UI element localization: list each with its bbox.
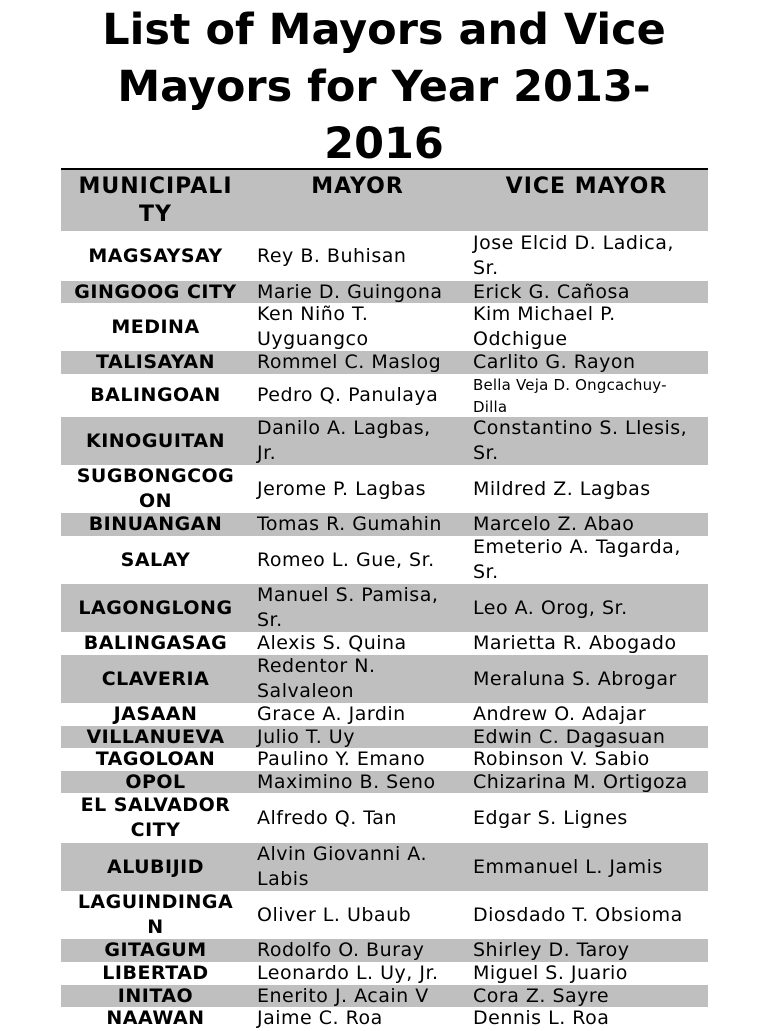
municipality-cell-line: GINGOOG CITY bbox=[74, 280, 237, 303]
municipality-cell-line: GITAGUM bbox=[104, 939, 207, 961]
municipality-cell-line: LIBERTAD bbox=[102, 962, 209, 984]
municipality-cell-line: BINUANGAN bbox=[88, 513, 223, 535]
municipality-cell bbox=[61, 655, 250, 703]
mayor-cell bbox=[250, 584, 465, 632]
mayor-cell-line: Leonardo L. Uy, Jr. bbox=[257, 962, 439, 984]
mayor-cell-line: Marie D. Guingona bbox=[257, 280, 443, 303]
municipality-cell-line: TALISAYAN bbox=[96, 351, 215, 373]
municipality-cell-line: KINOGUITAN bbox=[85, 429, 226, 452]
column-header-municipality-line2: TY bbox=[139, 202, 172, 227]
table-row bbox=[61, 281, 708, 303]
vice-mayor-cell-line: Miguel S. Juario bbox=[473, 962, 628, 984]
vice-mayor-cell-line: Emeterio A. Tagarda, bbox=[473, 536, 681, 558]
vice-mayor-cell-line: Chizarina M. Ortigoza bbox=[473, 770, 688, 793]
vice-mayor-cell-line: Marietta R. Abogado bbox=[473, 632, 677, 654]
municipality-cell bbox=[61, 939, 250, 962]
municipality-cell bbox=[61, 632, 250, 655]
municipality-cell-line: LAGUINDINGA bbox=[77, 891, 234, 913]
vice-mayor-cell-line: Cora Z. Sayre bbox=[473, 984, 610, 1007]
mayor-cell bbox=[250, 771, 465, 793]
title-line-2: Mayors for Year 2013- bbox=[117, 62, 651, 112]
mayor-cell-line: Rommel C. Maslog bbox=[257, 351, 442, 373]
municipality-cell bbox=[61, 513, 250, 536]
municipality-cell-line: EL SALVADOR bbox=[80, 794, 231, 816]
vice-mayor-cell bbox=[465, 513, 708, 536]
municipality-cell bbox=[61, 962, 250, 985]
table-row bbox=[61, 465, 708, 513]
municipality-cell bbox=[61, 374, 250, 417]
page-title bbox=[0, 2, 768, 173]
mayors-table bbox=[61, 168, 708, 1030]
vice-mayor-cell-line: Robinson V. Sabio bbox=[473, 748, 650, 770]
vice-mayor-cell bbox=[465, 351, 708, 374]
mayor-cell-line: Salvaleon bbox=[257, 680, 355, 702]
table-row bbox=[61, 231, 708, 281]
mayor-cell-line: Manuel S. Pamisa, bbox=[257, 584, 439, 606]
vice-mayor-cell-line: Kim Michael P. bbox=[473, 303, 616, 325]
mayor-cell-line: Romeo L. Gue, Sr. bbox=[257, 548, 435, 571]
vice-mayor-cell bbox=[465, 726, 708, 748]
table-body bbox=[61, 231, 708, 1030]
mayor-cell-line: Danilo A. Lagbas, bbox=[257, 417, 431, 439]
mayor-cell bbox=[250, 632, 465, 655]
table-header-row bbox=[61, 170, 708, 231]
title-line-3: 2016 bbox=[324, 119, 444, 169]
vice-mayor-cell bbox=[465, 374, 708, 417]
mayor-cell-line: Jerome P. Lagbas bbox=[257, 477, 427, 500]
vice-mayor-cell-line: Mildred Z. Lagbas bbox=[473, 477, 651, 500]
vice-mayor-cell-line: Marcelo Z. Abao bbox=[473, 513, 635, 535]
column-header-vice-mayor: VICE MAYOR bbox=[505, 174, 668, 199]
vice-mayor-cell bbox=[465, 536, 708, 584]
mayor-cell bbox=[250, 726, 465, 748]
vice-mayor-cell-line: Jose Elcid D. Ladica, bbox=[473, 232, 674, 254]
municipality-cell-line: MEDINA bbox=[111, 315, 200, 338]
municipality-cell bbox=[61, 726, 250, 748]
municipality-cell bbox=[61, 985, 250, 1007]
vice-mayor-cell-line: Sr. bbox=[473, 561, 499, 583]
mayor-cell-line: Alvin Giovanni A. bbox=[257, 843, 427, 865]
table-row bbox=[61, 939, 708, 962]
vice-mayor-cell-line: Constantino S. Llesis, bbox=[473, 417, 688, 439]
municipality-cell-line: CITY bbox=[130, 819, 181, 841]
table-row bbox=[61, 655, 708, 703]
table-row bbox=[61, 726, 708, 748]
column-header-mayor: MAYOR bbox=[311, 174, 404, 199]
vice-mayor-cell-line: Dilla bbox=[473, 397, 508, 416]
table-row bbox=[61, 703, 708, 726]
mayor-cell-line: Enerito J. Acain V bbox=[257, 984, 429, 1007]
vice-mayor-cell bbox=[465, 939, 708, 962]
municipality-cell bbox=[61, 771, 250, 793]
municipality-cell-line: ALUBIJID bbox=[106, 855, 205, 878]
vice-mayor-cell bbox=[465, 793, 708, 843]
municipality-cell bbox=[61, 351, 250, 374]
municipality-cell bbox=[61, 417, 250, 465]
vice-mayor-cell bbox=[465, 703, 708, 726]
title-line-1: List of Mayors and Vice bbox=[102, 5, 666, 55]
vice-mayor-cell bbox=[465, 655, 708, 703]
table-row bbox=[61, 891, 708, 939]
table-row bbox=[61, 1007, 708, 1030]
municipality-cell bbox=[61, 891, 250, 939]
mayor-cell bbox=[250, 465, 465, 513]
municipality-cell bbox=[61, 231, 250, 281]
vice-mayor-cell-line: Leo A. Orog, Sr. bbox=[473, 596, 628, 619]
mayor-cell bbox=[250, 536, 465, 584]
vice-mayor-cell bbox=[465, 231, 708, 281]
mayor-cell bbox=[250, 891, 465, 939]
vice-mayor-cell-line: Shirley D. Taroy bbox=[473, 939, 630, 961]
mayor-cell bbox=[250, 655, 465, 703]
mayor-cell bbox=[250, 351, 465, 374]
vice-mayor-cell bbox=[465, 1007, 708, 1030]
mayor-cell bbox=[250, 513, 465, 536]
column-header-municipality-line1: MUNICIPALI bbox=[78, 174, 233, 199]
mayor-cell bbox=[250, 793, 465, 843]
municipality-cell-line: OPOL bbox=[125, 770, 186, 793]
municipality-cell-line: CLAVERIA bbox=[101, 667, 210, 690]
mayor-cell-line: Redentor N. bbox=[257, 655, 376, 677]
vice-mayor-cell-line: Sr. bbox=[473, 442, 499, 464]
mayor-cell bbox=[250, 374, 465, 417]
mayor-cell-line: Rey B. Buhisan bbox=[257, 244, 407, 267]
mayor-cell bbox=[250, 1007, 465, 1030]
mayor-cell-line: Jaime C. Roa bbox=[257, 1007, 383, 1029]
table-row bbox=[61, 632, 708, 655]
vice-mayor-cell-line: Edgar S. Lignes bbox=[473, 806, 628, 829]
table-row bbox=[61, 374, 708, 417]
municipality-cell-line: N bbox=[147, 916, 164, 938]
table-row bbox=[61, 351, 708, 374]
mayor-cell-line: Rodolfo O. Buray bbox=[257, 939, 425, 961]
vice-mayor-cell bbox=[465, 962, 708, 985]
mayor-cell-line: Labis bbox=[257, 868, 309, 890]
vice-mayor-cell bbox=[465, 417, 708, 465]
vice-mayor-cell-line: Emmanuel L. Jamis bbox=[473, 855, 663, 878]
vice-mayor-cell bbox=[465, 771, 708, 793]
municipality-cell bbox=[61, 843, 250, 891]
municipality-cell bbox=[61, 793, 250, 843]
municipality-cell bbox=[61, 536, 250, 584]
municipality-cell bbox=[61, 303, 250, 351]
municipality-cell-line: TAGOLOAN bbox=[95, 748, 216, 770]
mayor-cell bbox=[250, 281, 465, 303]
vice-mayor-cell bbox=[465, 891, 708, 939]
vice-mayor-cell-line: Erick G. Cañosa bbox=[473, 280, 631, 303]
vice-mayor-cell-line: Diosdado T. Obsioma bbox=[473, 903, 683, 926]
mayor-cell bbox=[250, 939, 465, 962]
vice-mayor-cell-line: Sr. bbox=[473, 257, 499, 279]
mayor-cell-line: Oliver L. Ubaub bbox=[257, 903, 412, 926]
mayor-cell-line: Grace A. Jardin bbox=[257, 703, 406, 725]
municipality-cell-line: BALINGOAN bbox=[90, 384, 221, 406]
mayor-cell bbox=[250, 231, 465, 281]
vice-mayor-cell-line: Andrew O. Adajar bbox=[473, 703, 647, 725]
municipality-cell bbox=[61, 584, 250, 632]
municipality-cell-line: JASAAN bbox=[113, 703, 198, 725]
vice-mayor-cell bbox=[465, 985, 708, 1007]
table-row bbox=[61, 513, 708, 536]
table-row bbox=[61, 985, 708, 1007]
mayor-cell bbox=[250, 417, 465, 465]
mayor-cell-line: Pedro Q. Panulaya bbox=[257, 384, 439, 406]
municipality-cell bbox=[61, 465, 250, 513]
mayor-cell bbox=[250, 703, 465, 726]
vice-mayor-cell-line: Meraluna S. Abrogar bbox=[473, 667, 677, 690]
table-row bbox=[61, 748, 708, 771]
mayor-cell-line: Julio T. Uy bbox=[257, 725, 355, 748]
municipality-cell-line: MAGSAYSAY bbox=[88, 244, 223, 267]
mayor-cell bbox=[250, 748, 465, 771]
mayor-cell-line: Alexis S. Quina bbox=[257, 632, 407, 654]
municipality-cell bbox=[61, 748, 250, 771]
table-row bbox=[61, 962, 708, 985]
municipality-cell-line: SALAY bbox=[120, 548, 191, 571]
vice-mayor-cell-line: Odchigue bbox=[473, 328, 568, 350]
table-row bbox=[61, 793, 708, 843]
table-row bbox=[61, 536, 708, 584]
municipality-cell-line: SUGBONGCOG bbox=[76, 465, 235, 487]
municipality-cell-line: INITAO bbox=[117, 984, 194, 1007]
vice-mayor-cell-line: Edwin C. Dagasuan bbox=[473, 725, 666, 748]
municipality-cell bbox=[61, 703, 250, 726]
vice-mayor-cell bbox=[465, 632, 708, 655]
municipality-cell-line: ON bbox=[138, 490, 173, 512]
municipality-cell-line: LAGONGLONG bbox=[78, 596, 233, 619]
mayor-cell-line: Uyguangco bbox=[257, 328, 369, 350]
mayor-cell-line: Maximino B. Seno bbox=[257, 770, 436, 793]
vice-mayor-cell-line: Bella Veja D. Ongcachuy- bbox=[473, 375, 667, 394]
vice-mayor-cell-line: Carlito G. Rayon bbox=[473, 351, 636, 373]
vice-mayor-cell bbox=[465, 281, 708, 303]
table-row bbox=[61, 303, 708, 351]
mayor-cell bbox=[250, 303, 465, 351]
municipality-cell-line: BALINGASAG bbox=[83, 632, 228, 654]
vice-mayor-cell bbox=[465, 465, 708, 513]
mayor-cell-line: Alfredo Q. Tan bbox=[257, 806, 397, 829]
mayor-cell bbox=[250, 985, 465, 1007]
table-row bbox=[61, 843, 708, 891]
table-row bbox=[61, 771, 708, 793]
table-row bbox=[61, 417, 708, 465]
municipality-cell bbox=[61, 1007, 250, 1030]
vice-mayor-cell bbox=[465, 303, 708, 351]
vice-mayor-cell bbox=[465, 584, 708, 632]
mayor-cell-line: Tomas R. Gumahin bbox=[257, 513, 442, 535]
mayor-cell-line: Jr. bbox=[257, 442, 277, 464]
mayor-cell bbox=[250, 843, 465, 891]
mayor-cell-line: Sr. bbox=[257, 609, 283, 631]
municipality-cell bbox=[61, 281, 250, 303]
vice-mayor-cell bbox=[465, 748, 708, 771]
table-row bbox=[61, 584, 708, 632]
mayor-cell-line: Paulino Y. Emano bbox=[257, 748, 426, 770]
mayor-cell bbox=[250, 962, 465, 985]
municipality-cell-line: VILLANUEVA bbox=[86, 725, 225, 748]
mayor-cell-line: Ken Niño T. bbox=[257, 303, 369, 325]
vice-mayor-cell bbox=[465, 843, 708, 891]
municipality-cell-line: NAAWAN bbox=[106, 1007, 205, 1029]
column-header-municipality bbox=[61, 170, 250, 231]
vice-mayor-cell-line: Dennis L. Roa bbox=[473, 1007, 610, 1029]
